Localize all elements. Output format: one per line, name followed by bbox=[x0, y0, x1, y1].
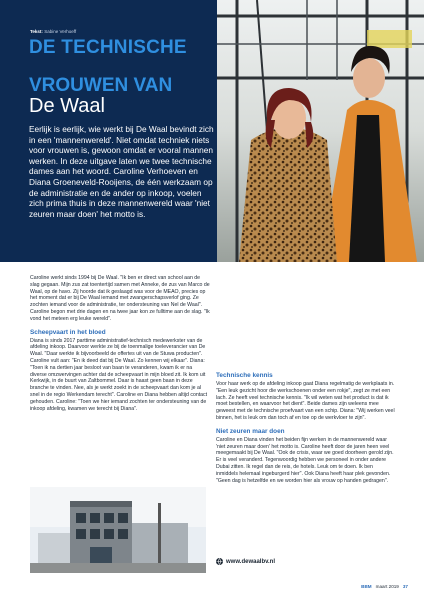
building-photo bbox=[30, 487, 206, 573]
intro-paragraph: Eerlijk is eerlijk, wie werkt bij De Waal bevindt zich in een 'mannenwereld'. Niet omdat techniek niets voor vrouwen is, gewoon omdat er vooral mannen werken. In deze uitgave laten we twee technische dames aan het woord. Caroline Verhoeven en Diana Groeneveld-Rooijens, de één werkzaam op de administratie en de ander op inkoop, voelen zich prima thuis in deze mannenwereld waar 'niet zeuren maar doen' het motto is. bbox=[29, 124, 214, 219]
credit-author: Sabine Verhoeff bbox=[44, 29, 77, 34]
magazine-name: BBM bbox=[361, 584, 372, 589]
website-url: www.dewaalbv.nl bbox=[226, 558, 276, 565]
issue-date: maart 2019 bbox=[375, 584, 399, 589]
headline-line-1: DE TECHNISCHE bbox=[29, 37, 187, 58]
subhead-niet-zeuren: Niet zeuren maar doen bbox=[216, 427, 285, 435]
right-paragraph-1: Voor haar werk op de afdeling inkoop gaat Diana regelmatig de werkplaats in. "Een leuk gezicht hoor die werkschoenen onder een rokje", zegt ze met een lach. Ze heeft veel technische kennis. "Ik wil weten wat het product is dat ik moet bestellen, en waarvoor het dient". Beide dames zijn weleens mee geweest met de technische proefvaart van een schip. Diana: "Wij werken veel binnen, het is leuk om dan toch af en toe op de werkvloer te zijn". bbox=[216, 381, 395, 421]
right-column bbox=[216, 372, 396, 490]
headline-line-3: De Waal bbox=[29, 95, 105, 117]
page-number: 37 bbox=[402, 584, 408, 589]
hero-banner bbox=[0, 0, 424, 262]
subhead-scheepvaart: Scheepvaart in het bloed bbox=[30, 328, 106, 336]
website-link[interactable] bbox=[216, 558, 275, 565]
author-credit bbox=[30, 29, 76, 34]
headline-line-2: VROUWEN VAN bbox=[29, 75, 173, 96]
left-paragraph-2: Diana is sinds 2017 parttime administratief-technisch medewerkster van de afdeling inkoop. Daarvoor werkte ze bij de toenmalige toeleverancier van De Waal. "Daar werkte ik bijvoorbeeld de offertes uit van de Stuwa producten". Caroline vult aan: "En ik deed dat bij De Waal. Zo kennen wij elkaar". Diana: "Toen ik na dertien jaar besloot van baan te veranderen, kwam ik er na diverse omzwervingen achter dat de scheepvaart in mijn bloed zit. Ik kom uit Kerkwijk, in de buurt van Zaltbommel. Daar is haast geen baan in deze branche te vinden. Nee, als je werkt zoekt in de scheepvaart dan kom je al snel in de regio Werkendam terecht". Caroline en Diana hebben altijd contact gehouden. Caroline: "Toen we hier iemand zochten ter ondersteuning van de inkoop afdeling, kwamen we terecht bij Diana". bbox=[30, 337, 208, 412]
globe-icon bbox=[216, 558, 223, 565]
left-column bbox=[30, 275, 210, 418]
subhead-technische-kennis: Technische kennis bbox=[216, 372, 273, 379]
right-paragraph-2: Caroline en Diana vinden het beiden fijn werken in de mannenwereld waar 'niet zeuren maar doen' het motto is. Caroline heeft door de jaren heen veel meegemaakt bij De Waal. "Ook de crisis, waar we goed doorheen gerold zijn. Er is veel veranderd. Tegenwoordig hebben we personeel in onder andere Dubai zitten. Ik regel dan de reis, de hotels. Leuk om te doen. Ik ben inmiddels helemaal ingeburgerd hier". Ook Diana heeft haar plek gevonden. "Geen dag is hetzelfde en we worden hier als vrouw op handen gedragen". bbox=[216, 436, 394, 484]
left-paragraph-1: Caroline werkt sinds 1994 bij De Waal. "Ik ben er direct van school aan de slag gegaan. Mijn zus zat toentertijd samen met Anneke, de zus van Marco de Waal, op de havo. Zij hoorde dat ik geslaagd was voor de MEAO, precies op het moment dat er bij De Waal iemand met zwangerschapsverlof ging. Ze zochten iemand voor de administratie, ter ondersteuning van Nel de Waal". Caroline begon met drie dagen en na twee jaar kon ze fulltime aan de slag. "Ik vond het meteen erg leuke wereld". bbox=[30, 275, 210, 322]
hero-photo bbox=[217, 0, 424, 262]
page-footer bbox=[361, 584, 408, 589]
credit-label: Tekst: bbox=[30, 29, 43, 34]
